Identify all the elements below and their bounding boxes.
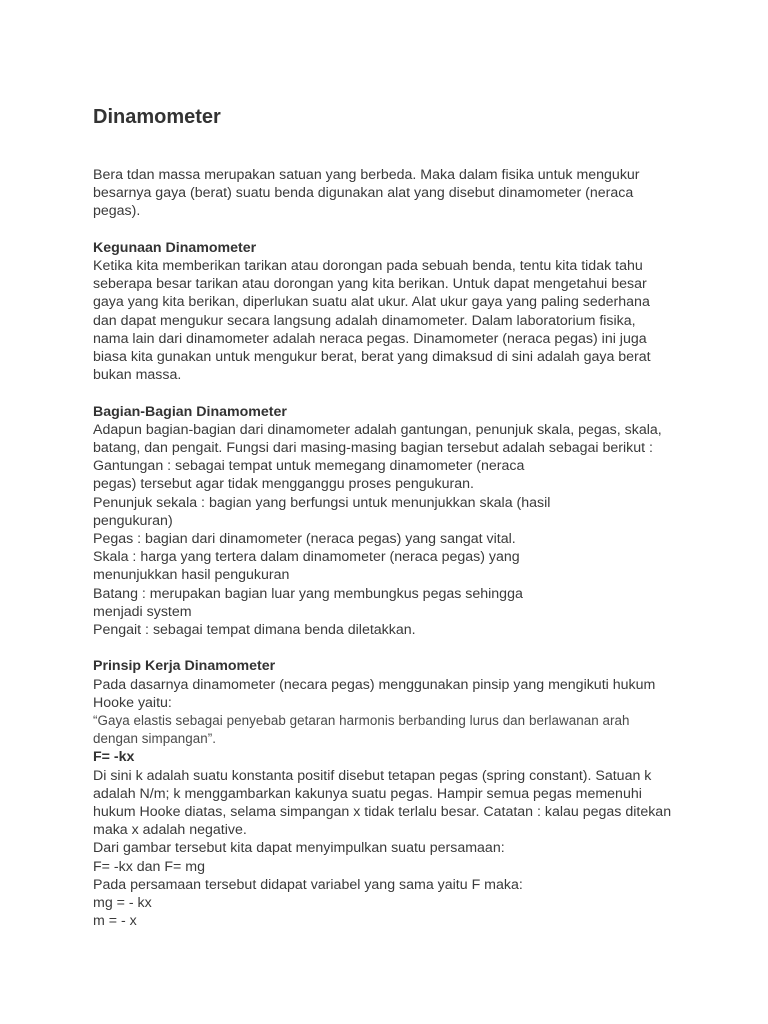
text-line: adalah N/m; k menggambarkan kakunya suatu pegas. Hampir semua pegas memenuhi: [93, 785, 642, 802]
section-heading: Kegunaan Dinamometer: [93, 239, 257, 256]
equation-line: mg = - kx: [93, 895, 152, 912]
equation-line: F= -kx dan F= mg: [93, 858, 205, 875]
document-page: [93, 104, 693, 930]
spacer: [93, 639, 693, 657]
text-line: besarnya gaya (berat) suatu benda digunakan alat yang disebut dinamometer (neraca: [93, 185, 634, 202]
text-line: Pengait : sebagai tempat dimana benda diletakkan.: [93, 622, 416, 639]
prinsip-section: [93, 657, 693, 930]
text-line: Ketika kita memberikan tarikan atau dorongan pada sebuah benda, tentu kita tidak tahu: [93, 258, 643, 274]
spacer: [93, 130, 693, 166]
section-heading: Prinsip Kerja Dinamometer: [93, 658, 276, 675]
text-line: hukum Hooke diatas, selama simpangan x tidak terlalu besar. Catatan : kalau pegas ditekan: [93, 804, 672, 821]
text-line: Pegas : bagian dari dinamometer (neraca pegas) yang sangat vital.: [93, 531, 516, 548]
text-line: batang, dan pengait. Fungsi dari masing-masing bagian tersebut adalah sebagai berikut :: [93, 440, 653, 457]
text-line: Bera tdan massa merupakan satuan yang berbeda. Maka dalam fisika untuk mengukur: [93, 167, 640, 183]
text-line: menunjukkan hasil pengukuran: [93, 567, 290, 584]
text-line: bukan massa.: [93, 367, 182, 384]
text-line: Pada persamaan tersebut didapat variabel yang sama yaitu F maka:: [93, 876, 523, 893]
kegunaan-section: [93, 239, 693, 385]
text-line: nama lain dari dinamometer adalah neraca pegas. Dinamometer (neraca pegas) ini juga: [93, 330, 647, 347]
text-line: Batang : merupakan bagian luar yang membungkus pegas sehingga: [93, 585, 523, 602]
text-line: Adapun bagian-bagian dari dinamometer adalah gantungan, penunjuk skala, pegas, skala,: [93, 421, 662, 438]
spacer: [93, 384, 693, 402]
text-line: gaya yang kita berikan, diperlukan suatu alat ukur. Alat ukur gaya yang paling sederhana: [93, 294, 650, 311]
equation-line: m = - x: [93, 913, 137, 930]
hooke-formula: F= -kx: [93, 749, 135, 766]
text-line: Penunjuk sekala : bagian yang berfungsi untuk menunjukkan skala (hasil: [93, 494, 551, 511]
text-line: dan dapat mengukur secara langsung adalah dinamometer. Dalam laboratorium fisika,: [93, 312, 636, 329]
text-line: Pada dasarnya dinamometer (necara pegas) menggunakan pinsip yang mengikuti hukum: [93, 676, 656, 693]
text-line: menjadi system: [93, 603, 192, 620]
bagian-section: [93, 403, 693, 640]
text-line: Dari gambar tersebut kita dapat menyimpulkan suatu persamaan:: [93, 840, 505, 857]
text-line: maka x adalah negative.: [93, 822, 247, 839]
text-line: pegas) tersebut agar tidak mengganggu proses pengukuran.: [93, 476, 474, 493]
text-line: Di sini k adalah suatu konstanta positif disebut tetapan pegas (spring constant). Satuan k: [93, 767, 652, 784]
text-line: seberapa besar tarikan atau dorongan yang kita berikan. Untuk dapat mengetahui besar: [93, 276, 647, 293]
document-title: Dinamometer: [93, 106, 221, 128]
text-line: Gantungan : sebagai tempat untuk memegang dinamometer (neraca: [93, 458, 525, 475]
text-line: Skala : harga yang tertera dalam dinamometer (neraca pegas) yang: [93, 549, 520, 566]
text-line: pengukuran): [93, 512, 173, 529]
hooke-quote-line: “Gaya elastis sebagai penyebab getaran harmonis berbanding lurus dan berlawanan arah: [93, 713, 630, 729]
text-line: Hooke yaitu:: [93, 694, 172, 711]
text-line: biasa kita gunakan untuk mengukur berat, berat yang dimaksud di sini adalah gaya berat: [93, 349, 651, 366]
intro-paragraph: [93, 166, 693, 221]
spacer: [93, 221, 693, 239]
section-heading: Bagian-Bagian Dinamometer: [93, 403, 287, 420]
text-line: pegas).: [93, 203, 141, 220]
hooke-quote-line: dengan simpangan”.: [93, 731, 216, 747]
